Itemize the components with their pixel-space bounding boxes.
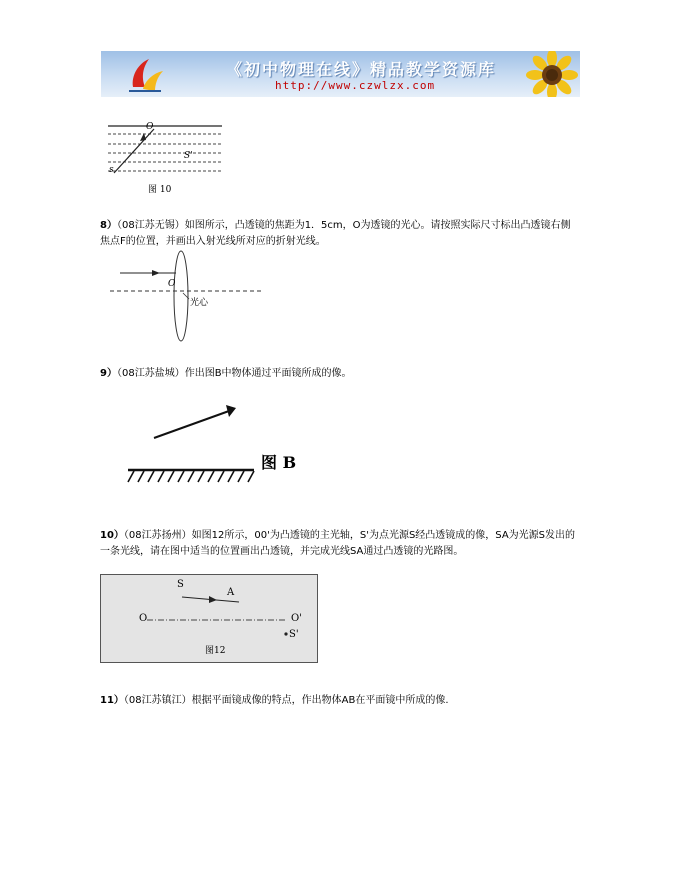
- fig12-label-a: A: [227, 587, 235, 598]
- figure-lens: [104, 249, 274, 344]
- fig12-label-s-prime: S': [289, 629, 299, 640]
- site-logo-icon: [125, 57, 165, 93]
- q8-number: 8）: [100, 220, 117, 231]
- lens-label-o: O: [168, 279, 176, 289]
- fig12-caption: 图12: [205, 646, 226, 656]
- fig12-label-o-prime: O': [291, 613, 302, 624]
- lens-label-center: 光心: [190, 298, 209, 308]
- question-10: [100, 528, 580, 560]
- question-11: [100, 693, 580, 709]
- fig12-label-o: O: [139, 613, 148, 624]
- banner-url[interactable]: http://www.czwlzx.com: [275, 79, 436, 92]
- fig10-label-o: O: [146, 122, 154, 132]
- banner-title: 《初中物理在线》精品教学资源库: [226, 60, 497, 79]
- q9-number: 9）: [100, 368, 117, 379]
- header-banner: [101, 51, 580, 97]
- q10-number: 10）: [100, 530, 124, 541]
- figure-10: [104, 119, 239, 197]
- q8-text: （08江苏无锡）如图所示，凸透镜的焦距为1．5cm，O为透镜的光心。请按照实际尺寸标出凸透镜右侧焦点F的位置，并画出入射光线所对应的折射光线。: [100, 220, 571, 247]
- fig10-label-s: s: [109, 165, 114, 175]
- sunflower-icon: [510, 51, 580, 97]
- figure-b-caption: 图 B: [261, 453, 297, 472]
- figure-b: [104, 386, 304, 514]
- q10-text: （08江苏扬州）如图12所示，00'为凸透镜的主光轴，S'为点光源S经凸透镜成的像，SA为光源S发出的一条光线，请在图中适当的位置画出凸透镜，并完成光线SA通过凸透镜的光路图。: [100, 530, 576, 557]
- question-8: [100, 218, 580, 250]
- q11-text: （08江苏镇江）根据平面镜成像的特点，作出物体AB在平面镜中所成的像.: [123, 695, 449, 706]
- fig10-label-s-image: S': [184, 151, 193, 161]
- figure-12: [100, 574, 318, 663]
- q11-number: 11）: [100, 695, 124, 706]
- fig10-caption: 图 10: [148, 185, 172, 195]
- fig12-label-s: S: [177, 579, 184, 590]
- question-9: [100, 366, 580, 382]
- q9-text: （08江苏盐城）作出图B中物体通过平面镜所成的像。: [116, 368, 352, 379]
